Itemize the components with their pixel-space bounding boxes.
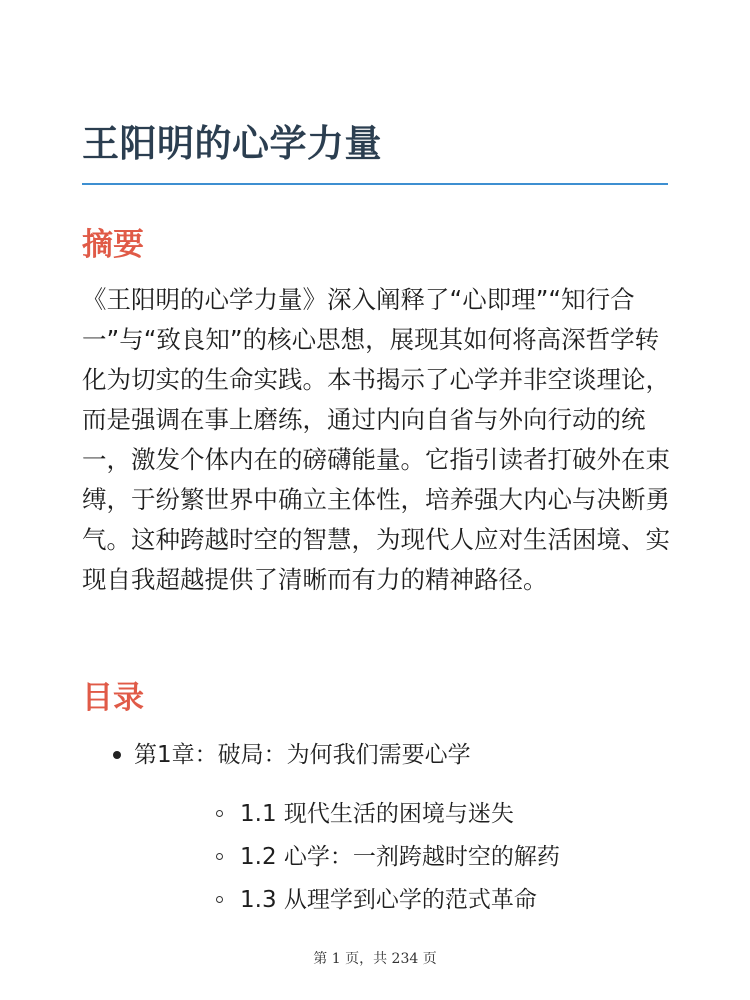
title-divider — [82, 183, 668, 185]
toc-section-1-2[interactable] — [134, 836, 668, 879]
bullet-circle-icon — [216, 853, 223, 860]
toc-section-1-3[interactable] — [134, 879, 668, 922]
toc-section-label: 1.2 心学：一剂跨越时空的解药 — [240, 844, 560, 870]
page-number-footer: 第 1 页，共 234 页 — [313, 951, 437, 967]
toc-section-label: 1.1 现代生活的困境与迷失 — [240, 801, 514, 827]
abstract-heading: 摘要 — [82, 227, 144, 263]
toc-section-1-1[interactable] — [134, 793, 668, 836]
bullet-disc-icon — [113, 751, 121, 759]
bullet-circle-icon — [216, 896, 223, 903]
document-title: 王阳明的心学力量 — [82, 122, 382, 165]
toc-section-list — [134, 793, 668, 922]
toc-heading: 目录 — [82, 680, 144, 716]
bullet-circle-icon — [216, 810, 223, 817]
toc-section-label: 1.3 从理学到心学的范式革命 — [240, 887, 537, 913]
toc-chapter-label: 第1章：破局：为何我们需要心学 — [134, 742, 471, 768]
abstract-paragraph: 《王阳明的心学力量》深入阐释了“心即理”“知行合一”与“致良知”的核心思想，展现其如何将高深哲学转化为切实的生命实践。本书揭示了心学并非空谈理论，而是强调在事上磨练，通过内向自省与外向行动的统一，激发个体内在的磅礴能量。它指引读者打破外在束缚，于纷繁世界中确立主体性，培养强大内心与决断勇气。这种跨越时空的智慧，为现代人应对生活困境、实现自我超越提供了清晰而有力的精神路径。 — [82, 285, 670, 594]
toc-chapter-1[interactable] — [82, 735, 668, 922]
table-of-contents — [82, 735, 668, 922]
